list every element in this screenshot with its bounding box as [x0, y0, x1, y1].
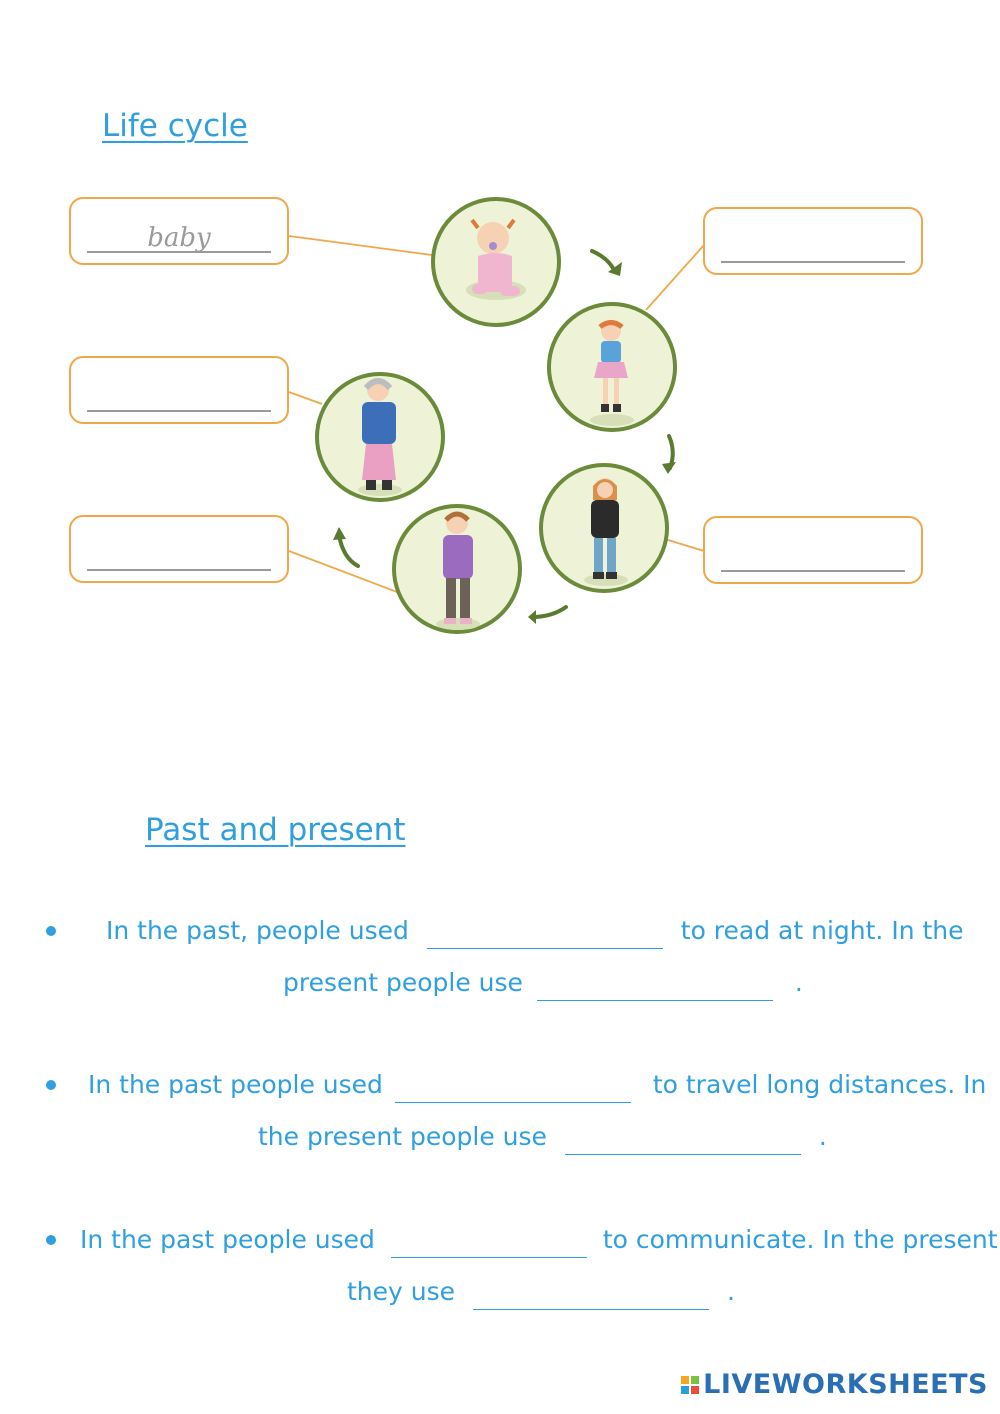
- arrow-icon: [532, 607, 566, 617]
- stage-circle-child: [549, 304, 675, 430]
- sentence-text: to travel long distances. In: [652, 1070, 987, 1099]
- connector-line: [646, 245, 704, 310]
- answer-line: [721, 570, 905, 572]
- logo-text: LIVEWORKSHEETS: [703, 1369, 988, 1400]
- sentence-text: .: [818, 1122, 827, 1151]
- connector-line: [668, 540, 704, 551]
- arrow-icon: [592, 251, 614, 270]
- bullet-icon: [46, 1235, 56, 1245]
- stage-circle-elderly: [317, 374, 443, 500]
- bullet-icon: [46, 926, 56, 936]
- answer-box-child[interactable]: [703, 207, 923, 275]
- sentence-text: they use: [347, 1277, 456, 1306]
- answer-box-baby[interactable]: [69, 197, 289, 265]
- bullet-icon: [46, 1080, 56, 1090]
- arrow-head-icon: [333, 527, 346, 540]
- sentence-text: to read at night. In the: [680, 916, 964, 945]
- blank-input[interactable]: [395, 1072, 631, 1103]
- answer-line: [87, 569, 271, 571]
- answer-line: [87, 410, 271, 412]
- life-cycle-title: Life cycle: [102, 108, 248, 144]
- answer-input-teenager[interactable]: [721, 538, 905, 570]
- logo-square: [681, 1386, 689, 1394]
- sentence-text: In the past people used: [80, 1225, 375, 1254]
- arrow-icon: [339, 535, 358, 566]
- answer-input-adult[interactable]: [87, 537, 271, 569]
- answer-input-elderly[interactable]: [87, 378, 271, 410]
- blank-input[interactable]: [473, 1279, 709, 1310]
- answer-line: [87, 251, 271, 253]
- logo-square: [681, 1376, 689, 1384]
- blank-input[interactable]: [565, 1124, 801, 1155]
- arrow-head-icon: [528, 610, 536, 624]
- answer-input-child[interactable]: [721, 229, 905, 261]
- arrow-head-icon: [662, 462, 676, 474]
- stage-circle-teenager: [541, 465, 667, 591]
- logo-square: [691, 1376, 699, 1384]
- sentence-text: present people use: [283, 968, 523, 997]
- stage-circle-adult: [394, 506, 520, 632]
- sentence-text: In the past people used: [88, 1070, 383, 1099]
- logo-square: [691, 1386, 699, 1394]
- sentence-text: the present people use: [258, 1122, 547, 1151]
- sentence-text: .: [726, 1277, 735, 1306]
- blank-input[interactable]: [427, 918, 663, 949]
- sentence-text: .: [794, 968, 803, 997]
- past-present-title: Past and present: [145, 812, 406, 848]
- connector-line: [289, 392, 322, 404]
- liveworksheets-logo[interactable]: [681, 1369, 988, 1400]
- sentence-text: to communicate. In the present: [602, 1225, 998, 1254]
- answer-box-elderly[interactable]: [69, 356, 289, 424]
- answer-box-adult[interactable]: [69, 515, 289, 583]
- answer-line: [721, 261, 905, 263]
- answer-text-baby: baby: [147, 223, 211, 253]
- sentence-text: In the past, people used: [106, 916, 409, 945]
- connector-line: [289, 551, 397, 592]
- stage-circle-baby: [433, 199, 559, 325]
- answer-box-teenager[interactable]: [703, 516, 923, 584]
- blank-input[interactable]: [537, 970, 773, 1001]
- connector-line: [289, 236, 432, 255]
- blank-input[interactable]: [391, 1227, 587, 1258]
- logo-mark-icon: [681, 1376, 699, 1394]
